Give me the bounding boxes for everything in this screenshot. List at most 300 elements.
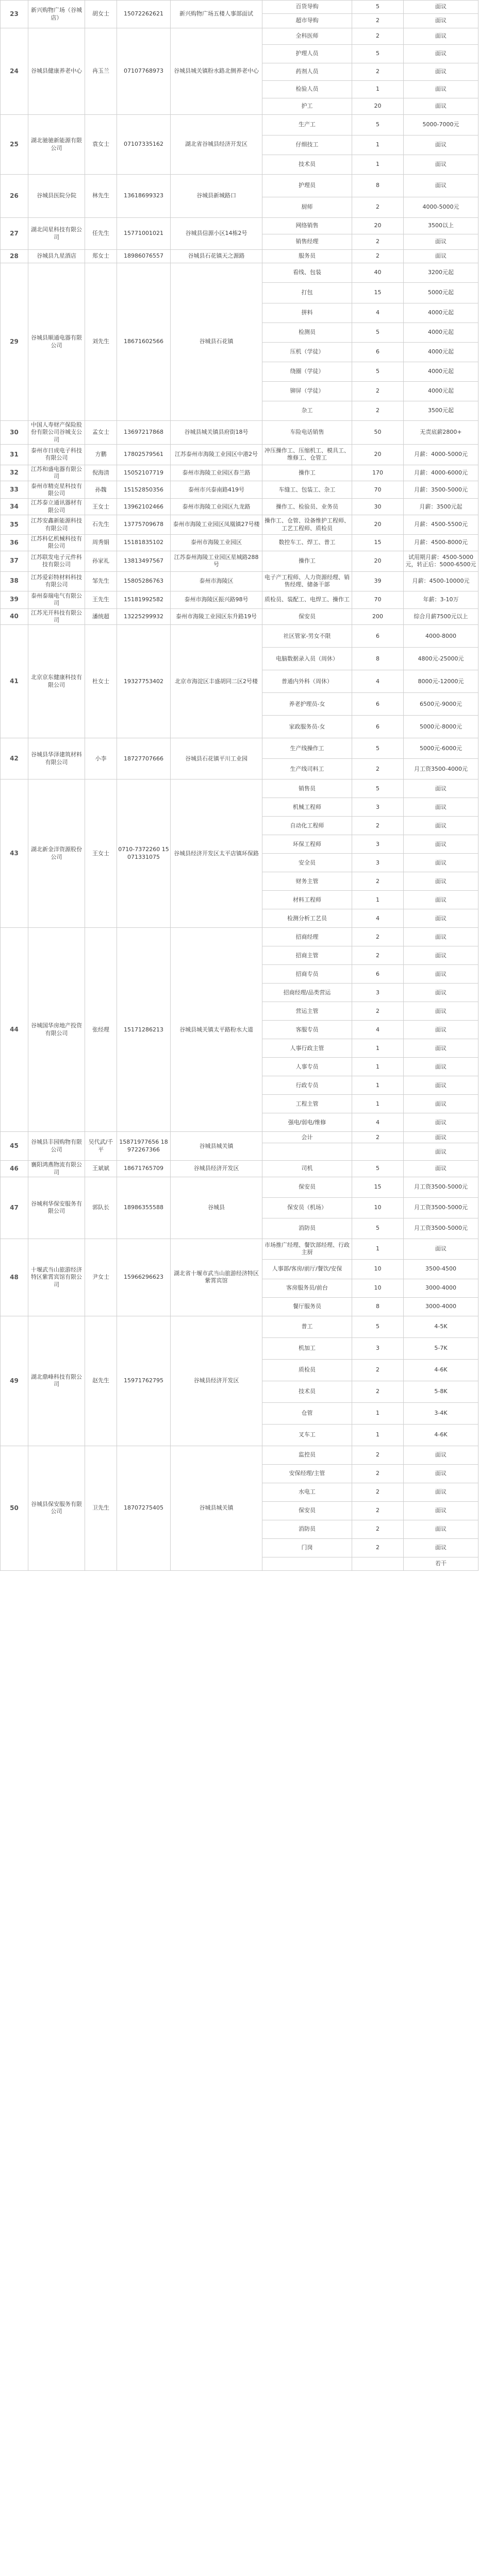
table-row <box>1 515 478 535</box>
job-title: 消防员 <box>262 1218 352 1239</box>
job-count: 2 <box>352 1520 404 1538</box>
job-title: 操作工 <box>262 465 352 481</box>
company-address: 泰州市海陵区 <box>171 571 262 591</box>
job-count: 20 <box>352 218 404 234</box>
job-count: 3 <box>352 854 404 872</box>
company-address: 泰州市兴泰南路419号 <box>171 481 262 499</box>
table-row <box>1 250 478 263</box>
job-salary: 面议 <box>404 81 478 98</box>
company-address: 泰州市海陵区振兴路98号 <box>171 591 262 608</box>
company-name: 谷城县健康养老中心 <box>28 28 85 115</box>
job-salary: 面议 <box>404 63 478 81</box>
job-salary: 面议 <box>404 891 478 909</box>
job-title: 仓管 <box>262 1402 352 1424</box>
company-name: 江苏和盛电器有限公司 <box>28 465 85 481</box>
company-address: 泰州市海陵工业园区九龙路 <box>171 499 262 515</box>
table-row <box>1 28 478 45</box>
job-salary: 面议 <box>404 1132 478 1143</box>
job-title: 服务员 <box>262 250 352 263</box>
job-title: 绕圈（学徒） <box>262 362 352 382</box>
company-address: 谷城县信源小区14栋2号 <box>171 218 262 250</box>
job-title: 监控员 <box>262 1446 352 1464</box>
job-salary: 月薪：4500-5500元 <box>404 515 478 535</box>
row-number: 39 <box>1 591 28 608</box>
job-title: 司机 <box>262 1161 352 1177</box>
job-salary: 面议 <box>404 872 478 891</box>
job-title: 工程主管 <box>262 1095 352 1113</box>
company-address: 谷城县经济开发区 <box>171 1161 262 1177</box>
table-row <box>1 591 478 608</box>
job-salary: 面议 <box>404 928 478 946</box>
company-address: 谷城县城关镇太平路粉水大道 <box>171 928 262 1132</box>
contact-phone: 13962102466 <box>117 499 171 515</box>
job-salary: 面议 <box>404 1501 478 1520</box>
company-name: 谷城县华泽建筑材料有限公司 <box>28 738 85 779</box>
job-title: 安全员 <box>262 854 352 872</box>
company-address: 谷城县石花镇天之源路 <box>171 250 262 263</box>
job-title: 门岗 <box>262 1538 352 1557</box>
job-count: 2 <box>352 872 404 891</box>
company-name: 江苏泰立通讯器材有限公司 <box>28 499 85 515</box>
company-name: 北京京东健康科技有限公司 <box>28 625 85 738</box>
contact-phone: 18671765709 <box>117 1161 171 1177</box>
job-title: 保安员 <box>262 1177 352 1197</box>
job-title: 招商经理/品类营运 <box>262 984 352 1002</box>
job-count: 2 <box>352 1501 404 1520</box>
job-salary: 6500元-9000元 <box>404 693 478 716</box>
job-salary: 3500元起 <box>404 401 478 421</box>
row-number: 46 <box>1 1161 28 1177</box>
job-salary: 综合月薪7500元以上 <box>404 608 478 625</box>
job-title: 操作工、检验员、业务员 <box>262 499 352 515</box>
job-count: 20 <box>352 515 404 535</box>
job-count: 30 <box>352 499 404 515</box>
table-row <box>1 1316 478 1337</box>
contact-phone: 19327753402 <box>117 625 171 738</box>
company-name: 江苏爱彩特材料科技有限公司 <box>28 571 85 591</box>
company-name: 新兴购物广场（谷城店） <box>28 1 85 28</box>
contact-person: 尹女士 <box>85 1239 117 1316</box>
job-title: 人事专员 <box>262 1058 352 1076</box>
job-title: 技术员 <box>262 1381 352 1402</box>
contact-person: 林先生 <box>85 175 117 218</box>
job-count: 39 <box>352 571 404 591</box>
job-title: 招商专员 <box>262 965 352 984</box>
job-title: 质检员、装配工、电焊工、操作工 <box>262 591 352 608</box>
job-salary: 面议 <box>404 98 478 115</box>
contact-person: 刘先生 <box>85 263 117 421</box>
row-number: 41 <box>1 625 28 738</box>
job-salary: 面议 <box>404 817 478 835</box>
job-salary: 无责底薪2800+ <box>404 421 478 445</box>
table-row <box>1 1177 478 1197</box>
row-number: 24 <box>1 28 28 115</box>
company-name: 十堰武当山旅游经济特区紫霄宾馆有限公司 <box>28 1239 85 1316</box>
job-salary: 月薪：4500-10000元 <box>404 571 478 591</box>
company-name: 泰州市精克星科技有限公司 <box>28 481 85 499</box>
job-count: 5 <box>352 323 404 343</box>
job-salary: 4000元起 <box>404 303 478 323</box>
contact-phone: 18986355588 <box>117 1177 171 1239</box>
job-title: 全科医师 <box>262 28 352 45</box>
job-salary: 月工资3500-4000元 <box>404 759 478 779</box>
job-count <box>352 1143 404 1161</box>
job-count: 1 <box>352 1239 404 1259</box>
contact-phone: 17802579561 <box>117 444 171 465</box>
job-count: 2 <box>352 28 404 45</box>
job-salary: 4000-8000 <box>404 625 478 648</box>
contact-phone: 15052107719 <box>117 465 171 481</box>
company-address: 谷城县城关镇 <box>171 1446 262 1570</box>
job-title: 环保工程师 <box>262 835 352 854</box>
job-title: 保安员（机场） <box>262 1197 352 1218</box>
job-count: 1 <box>352 1058 404 1076</box>
company-address: 新兴购物广场五楼人事部面试 <box>171 1 262 28</box>
contact-person: 郭队长 <box>85 1177 117 1239</box>
table-row <box>1 175 478 197</box>
company-name: 谷城县丰园购物有限公司 <box>28 1132 85 1161</box>
job-salary: 若干 <box>404 1557 478 1570</box>
row-number: 38 <box>1 571 28 591</box>
job-count: 5 <box>352 779 404 798</box>
job-salary: 4000元起 <box>404 323 478 343</box>
row-number: 31 <box>1 444 28 465</box>
job-salary: 面议 <box>404 1058 478 1076</box>
job-title: 百货导购 <box>262 1 352 14</box>
job-salary: 面议 <box>404 965 478 984</box>
company-name: 谷城利华保安服务有限公司 <box>28 1177 85 1239</box>
job-count: 6 <box>352 716 404 738</box>
row-number: 49 <box>1 1316 28 1446</box>
job-count: 4 <box>352 1113 404 1132</box>
contact-person: 冉玉兰 <box>85 28 117 115</box>
row-number: 36 <box>1 535 28 551</box>
job-title: 机械工程师 <box>262 798 352 817</box>
contact-phone: 07107335162 <box>117 115 171 175</box>
job-count: 5 <box>352 45 404 63</box>
job-title: 家政服务员-女 <box>262 716 352 738</box>
contact-person: 王女士 <box>85 779 117 928</box>
job-salary: 月工资3500-5000元 <box>404 1218 478 1239</box>
job-title: 消防员 <box>262 1520 352 1538</box>
job-count: 15 <box>352 283 404 303</box>
job-count: 1 <box>352 135 404 155</box>
job-count: 2 <box>352 1002 404 1021</box>
job-title: 行政专员 <box>262 1076 352 1095</box>
table-row <box>1 608 478 625</box>
contact-person: 王斌斌 <box>85 1161 117 1177</box>
contact-phone: 15171286213 <box>117 928 171 1132</box>
contact-person: 王先生 <box>85 591 117 608</box>
job-salary: 面议 <box>404 909 478 928</box>
contact-person: 周秀娟 <box>85 535 117 551</box>
contact-person: 赵先生 <box>85 1316 117 1446</box>
job-title: 护工 <box>262 98 352 115</box>
job-title: 厨师 <box>262 197 352 218</box>
row-number: 42 <box>1 738 28 779</box>
job-salary: 面议 <box>404 14 478 28</box>
contact-phone: 18986076557 <box>117 250 171 263</box>
job-title: 强电/弱电/维修 <box>262 1113 352 1132</box>
company-address: 泰州市海陵工业园区春兰路 <box>171 465 262 481</box>
job-salary: 面议 <box>404 1239 478 1259</box>
job-count: 2 <box>352 1381 404 1402</box>
job-title: 数控车工、焊工、普工 <box>262 535 352 551</box>
job-count: 2 <box>352 817 404 835</box>
table-row <box>1 1161 478 1177</box>
job-title: 养老护理员-女 <box>262 693 352 716</box>
job-count: 2 <box>352 1464 404 1483</box>
job-salary: 3000-4000 <box>404 1297 478 1316</box>
job-title <box>262 1143 352 1161</box>
company-address: 谷城县城关镇 <box>171 1132 262 1161</box>
contact-phone: 18727707666 <box>117 738 171 779</box>
job-title: 普通内外科（周休） <box>262 670 352 693</box>
company-name: 湖北新金洋资源股份公司 <box>28 779 85 928</box>
job-title: 护理员 <box>262 175 352 197</box>
job-title: 客服专员 <box>262 1021 352 1039</box>
job-count: 5 <box>352 1218 404 1239</box>
job-salary: 面议 <box>404 946 478 965</box>
job-count: 2 <box>352 234 404 250</box>
job-count: 2 <box>352 14 404 28</box>
contact-person: 孟女士 <box>85 421 117 445</box>
job-count: 10 <box>352 1197 404 1218</box>
table-row <box>1 535 478 551</box>
row-number: 27 <box>1 218 28 250</box>
contact-person: 潘统超 <box>85 608 117 625</box>
job-title: 检验人员 <box>262 81 352 98</box>
row-number: 30 <box>1 421 28 445</box>
job-count: 5 <box>352 1161 404 1177</box>
job-title: 杂工 <box>262 401 352 421</box>
contact-phone: 18707275405 <box>117 1446 171 1570</box>
row-number: 33 <box>1 481 28 499</box>
table-row <box>1 551 478 571</box>
company-name: 谷城县医院分院 <box>28 175 85 218</box>
job-count <box>352 1557 404 1570</box>
job-salary: 4-6K <box>404 1359 478 1381</box>
contact-phone: 15072262621 <box>117 1 171 28</box>
job-title: 药剂人员 <box>262 63 352 81</box>
row-number: 44 <box>1 928 28 1132</box>
job-salary: 年薪：3-10万 <box>404 591 478 608</box>
job-salary: 面议 <box>404 984 478 1002</box>
job-salary: 月薪：4000-6000元 <box>404 465 478 481</box>
job-title <box>262 1557 352 1570</box>
contact-phone: 15181992582 <box>117 591 171 608</box>
job-salary: 3200元起 <box>404 263 478 283</box>
company-name: 谷城国华房地产投资有限公司 <box>28 928 85 1132</box>
company-address: 泰州市海陵工业园区凤凰镇27号楼 <box>171 515 262 535</box>
job-count: 15 <box>352 1177 404 1197</box>
job-title: 操作工 <box>262 551 352 571</box>
job-salary: 5000-7000元 <box>404 115 478 135</box>
job-count: 70 <box>352 591 404 608</box>
job-title: 人事部/客房/前厅/餐饮/安保 <box>262 1259 352 1279</box>
job-count: 2 <box>352 1538 404 1557</box>
company-name: 江苏联发电子元件科技有限公司 <box>28 551 85 571</box>
job-salary: 3500以上 <box>404 218 478 234</box>
contact-person: 孙魏 <box>85 481 117 499</box>
job-count: 5 <box>352 362 404 382</box>
contact-person: 郑女士 <box>85 250 117 263</box>
row-number: 23 <box>1 1 28 28</box>
company-name: 泰州泰瑞电气有限公司 <box>28 591 85 608</box>
table-row <box>1 115 478 135</box>
job-salary: 4000元起 <box>404 382 478 401</box>
table-row <box>1 928 478 946</box>
job-title: 生产线操作工 <box>262 738 352 759</box>
job-title: 检测员 <box>262 323 352 343</box>
contact-phone: 18671602566 <box>117 263 171 421</box>
job-title: 超市导购 <box>262 14 352 28</box>
row-number: 47 <box>1 1177 28 1239</box>
row-number: 40 <box>1 608 28 625</box>
job-count: 20 <box>352 98 404 115</box>
company-name: 湖北闰星科技有限公司 <box>28 218 85 250</box>
company-address: 谷城县经济开发区 <box>171 1316 262 1446</box>
company-name: 湖北鼎峰科技有限公司 <box>28 1316 85 1446</box>
company-name: 江苏光开科技有限公司 <box>28 608 85 625</box>
company-address: 谷城县城关镇县府街18号 <box>171 421 262 445</box>
row-number: 48 <box>1 1239 28 1316</box>
job-salary: 5000元起 <box>404 283 478 303</box>
contact-phone: 0710-7372260 15071331075 <box>117 779 171 928</box>
row-number: 37 <box>1 551 28 571</box>
job-count: 1 <box>352 1039 404 1058</box>
job-title: 保安员 <box>262 608 352 625</box>
job-count: 4 <box>352 670 404 693</box>
contact-person: 张经理 <box>85 928 117 1132</box>
job-title: 电子产工程师、人力资源经理、销售经理、储备干部 <box>262 571 352 591</box>
job-salary: 4800元-25000元 <box>404 648 478 670</box>
company-name: 中国人寿财产保险股份有限公司谷城支公司 <box>28 421 85 445</box>
job-count: 10 <box>352 1259 404 1279</box>
job-count: 4 <box>352 1021 404 1039</box>
job-salary: 面议 <box>404 250 478 263</box>
row-number: 50 <box>1 1446 28 1570</box>
job-title: 车缝工、包装工、杂工 <box>262 481 352 499</box>
job-title: 销售经理 <box>262 234 352 250</box>
job-title: 压机（学徒） <box>262 343 352 362</box>
company-name: 襄阳鸿燕物流有限公司 <box>28 1161 85 1177</box>
company-name: 江苏科亿机械科技有限公司 <box>28 535 85 551</box>
contact-person: 石先生 <box>85 515 117 535</box>
company-name: 谷城县顺通电器有限公司 <box>28 263 85 421</box>
row-number: 25 <box>1 115 28 175</box>
job-salary: 面议 <box>404 1039 478 1058</box>
job-salary: 试用期月薪：4500-5000元，转正后：5000-6500元 <box>404 551 478 571</box>
table-row <box>1 218 478 234</box>
job-count: 1 <box>352 891 404 909</box>
job-salary: 月薪：4500-8000元 <box>404 535 478 551</box>
table-row <box>1 571 478 591</box>
job-salary: 8000元-12000元 <box>404 670 478 693</box>
job-title: 招商主管 <box>262 946 352 965</box>
job-title: 护理人员 <box>262 45 352 63</box>
job-title: 招商经理 <box>262 928 352 946</box>
contact-phone: 07107768973 <box>117 28 171 115</box>
company-address: 谷城县 <box>171 1177 262 1239</box>
contact-phone: 15152850356 <box>117 481 171 499</box>
job-count: 5 <box>352 115 404 135</box>
job-title: 人事行政主管 <box>262 1039 352 1058</box>
job-title: 营运主管 <box>262 1002 352 1021</box>
company-address: 湖北省谷城县经济开发区 <box>171 115 262 175</box>
job-salary: 月工资3500-5000元 <box>404 1197 478 1218</box>
job-salary: 面议 <box>404 1538 478 1557</box>
job-count: 70 <box>352 481 404 499</box>
job-title: 餐厅服务员 <box>262 1297 352 1316</box>
job-title: 自动化工程师 <box>262 817 352 835</box>
job-title: 市场推广经理、餐饮部经理、行政主厨 <box>262 1239 352 1259</box>
company-address: 谷城县石花镇平川工业园 <box>171 738 262 779</box>
row-number: 45 <box>1 1132 28 1161</box>
contact-phone: 13225299932 <box>117 608 171 625</box>
job-count: 2 <box>352 946 404 965</box>
job-count: 50 <box>352 421 404 445</box>
job-count: 200 <box>352 608 404 625</box>
job-title: 质检员 <box>262 1359 352 1381</box>
company-name: 谷城县保安服务有限公司 <box>28 1446 85 1570</box>
job-salary: 面议 <box>404 1076 478 1095</box>
company-address: 泰州市海陵工业园区东升路19号 <box>171 608 262 625</box>
contact-person: 方鹏 <box>85 444 117 465</box>
job-salary: 面议 <box>404 45 478 63</box>
job-count: 6 <box>352 343 404 362</box>
job-salary: 4000元起 <box>404 362 478 382</box>
row-number: 32 <box>1 465 28 481</box>
job-title: 网络销售 <box>262 218 352 234</box>
job-title: 材料工程师 <box>262 891 352 909</box>
job-salary: 面议 <box>404 1143 478 1161</box>
job-salary: 面议 <box>404 155 478 175</box>
job-title: 安保经理/主管 <box>262 1464 352 1483</box>
job-salary: 月工资3500-5000元 <box>404 1177 478 1197</box>
job-count: 1 <box>352 81 404 98</box>
job-count: 3 <box>352 1337 404 1359</box>
job-salary: 面议 <box>404 1464 478 1483</box>
company-address: 北京市海淀区丰盛胡同二区2号楼 <box>171 625 262 738</box>
job-count: 2 <box>352 197 404 218</box>
job-salary: 面议 <box>404 28 478 45</box>
job-salary: 面议 <box>404 1161 478 1177</box>
job-title: 冲压操作工、压缩机工、模具工、维修工、仓管工 <box>262 444 352 465</box>
job-salary: 面议 <box>404 1002 478 1021</box>
row-number: 43 <box>1 779 28 928</box>
contact-person: 任先生 <box>85 218 117 250</box>
job-count: 15 <box>352 535 404 551</box>
job-count: 2 <box>352 1359 404 1381</box>
job-salary: 3500-4500 <box>404 1259 478 1279</box>
job-title: 叉车工 <box>262 1424 352 1446</box>
table-row <box>1 499 478 515</box>
contact-person: 袁女士 <box>85 115 117 175</box>
job-title: 仔细技工 <box>262 135 352 155</box>
job-salary: 面议 <box>404 1520 478 1538</box>
job-count: 20 <box>352 551 404 571</box>
contact-person: 胡女士 <box>85 1 117 28</box>
job-salary: 面议 <box>404 779 478 798</box>
job-count: 6 <box>352 965 404 984</box>
job-count: 2 <box>352 1483 404 1501</box>
job-count: 2 <box>352 1132 404 1143</box>
job-count: 4 <box>352 909 404 928</box>
job-title: 检测分析工艺员 <box>262 909 352 928</box>
row-number: 35 <box>1 515 28 535</box>
job-salary: 5-8K <box>404 1381 478 1402</box>
